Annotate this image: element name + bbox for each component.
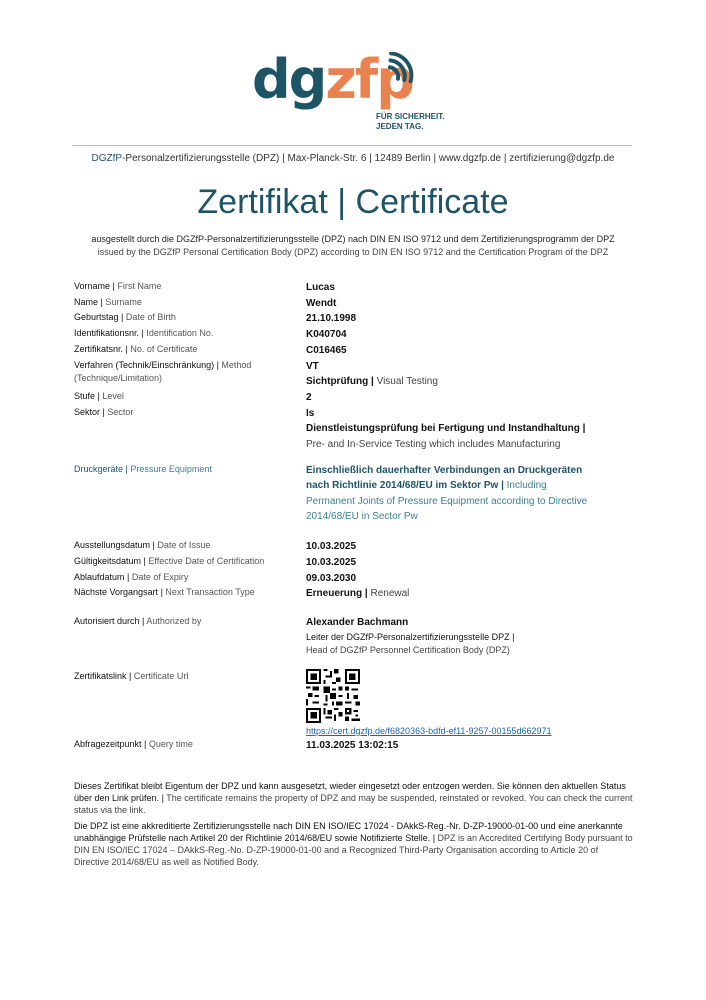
footer-en: The certificate remains the property of DPZ and may be suspended, reinstated or revoked. You can check the current status via the link. (74, 793, 633, 815)
label-en-2: (Technique/Limitation) (74, 373, 163, 383)
value-dob: 21.10.1998 (306, 313, 357, 324)
label-authorized: Autorisiert durch | Authorized by (74, 616, 202, 626)
title-en: Certificate (355, 183, 509, 221)
label-de: Nächste Vorgangsart (74, 587, 159, 597)
logo-tagline (376, 112, 444, 132)
label-de: Name (74, 297, 99, 307)
label-de: Vorname (74, 281, 111, 291)
value-pressure-2: nach Richtlinie 2014/68/EU im Sektor Pw | Including (306, 480, 547, 491)
value-id-no: K040704 (306, 329, 347, 340)
footer-de: Die DPZ ist eine akkreditierte Zertifizierungsstelle nach DIN EN ISO/IEC 17024 - DAkkS-Reg.-Nr. D-ZP-19000-01-00 und eine anerkannte unabhängige Prüfstelle nach Artikel 20 der Richtlinie 2014/68/EU sowie Notifizierte Stelle. (74, 821, 623, 843)
subtitle-en: issued by the DGZfP Personal Certification Body (DPZ) according to DIN EN ISO 9712 and the Certification Program of the DPZ (97, 247, 609, 257)
value-pressure-3 (306, 495, 636, 508)
qr-code-icon[interactable] (306, 669, 360, 723)
footer-property-note: Dieses Zertifikat bleibt Eigentum der DPZ und kann ausgesetzt, wieder eingesetzt oder entzogen werden. Sie können den aktuellen Status über den Link prüfen. | The certificate remains the property of DPZ and may be suspended, reinstated or revoked. You can check the current status via the link. (74, 781, 633, 815)
label-id-no: Identifikationsnr. | Identification No. (74, 328, 214, 338)
label-en: Sector (107, 407, 134, 417)
label-de: Abfragezeitpunkt (74, 739, 142, 749)
label-query-time: Abfragezeitpunkt | Query time (74, 739, 193, 749)
address-text: -Personalzertifizierungsstelle (DPZ) | Max-Planck-Str. 6 | 12489 Berlin | www.dgzfp.de | zertifizierung@dgzfp.de (122, 153, 615, 164)
signal-waves-icon (380, 52, 416, 92)
value-pressure-1: Einschließlich dauerhafter Verbindungen an Druckgeräten (306, 465, 583, 476)
title-de: Zertifikat (197, 183, 328, 221)
label-next-transaction: Nächste Vorgangsart | Next Transaction Type (74, 587, 255, 597)
label-pressure: Druckgeräte | Pressure Equipment (74, 464, 212, 474)
subtitle-de: ausgestellt durch die DGZfP-Personalzertifizierungsstelle (DPZ) nach DIN EN ISO 9712 und dem Zertifizierungsprogramm der DPZ (91, 234, 615, 244)
value-issue-date: 10.03.2025 (306, 541, 357, 552)
value-authorized: Alexander Bachmann (306, 617, 409, 628)
label-en: No. of Certificate (130, 344, 198, 354)
value-expiry-date: 09.03.2030 (306, 573, 357, 584)
value-sector-desc-en (306, 438, 636, 451)
label-de: Gültigkeitsdatum (74, 556, 142, 566)
logo-part-zfp: zfp (325, 48, 413, 111)
label-de: Ausstellungsdatum (74, 540, 151, 550)
value-cert-no: C016465 (306, 345, 347, 356)
label-method: Verfahren (Technik/Einschränkung) | Method (Technique/Limitation) (74, 360, 252, 383)
page-title (0, 180, 706, 224)
label-de: Identifikationsnr. (74, 328, 140, 338)
label-en: Query time (148, 739, 193, 749)
value-en: 2014/68/EU in Sector Pw (306, 511, 418, 522)
label-de: Geburtstag (74, 312, 119, 322)
value-en: Visual Testing (376, 376, 438, 387)
value-method: VT (306, 361, 319, 372)
label-en: Identification No. (146, 328, 214, 338)
label-en: Pressure Equipment (130, 464, 212, 474)
header-address (0, 153, 706, 164)
value-sector: Is (306, 408, 315, 419)
value-level: 2 (306, 392, 312, 403)
label-en: Next Transaction Type (165, 587, 255, 597)
value-authorized-role-de: Leiter der DGZfP-Personalzertifizierungsstelle DPZ | (306, 632, 515, 642)
label-en: First Name (117, 281, 162, 291)
title-separator: | (337, 183, 347, 221)
label-en: Surname (105, 297, 142, 307)
value-first-name: Lucas (306, 282, 335, 293)
label-expiry-date: Ablaufdatum | Date of Expiry (74, 572, 189, 582)
label-de: Sektor (74, 407, 101, 417)
dgzfp-logo (252, 50, 462, 140)
value-en: Including (506, 480, 547, 491)
address-brand: DGZfP (91, 153, 123, 164)
value-effective-date: 10.03.2025 (306, 557, 357, 568)
logo-part-dg: dg (252, 48, 326, 111)
label-de: Zertifikatslink (74, 671, 127, 681)
value-pressure-4 (306, 510, 636, 523)
label-cert-link: Zertifikatslink | Certificate Url (74, 671, 189, 681)
label-en: Level (102, 391, 124, 401)
label-en: Effective Date of Certification (148, 556, 265, 566)
label-sector: Sektor | Sector (74, 407, 134, 417)
label-de: Stufe (74, 391, 96, 401)
value-de: Erneuerung (306, 588, 363, 599)
footer-de: Dieses Zertifikat bleibt Eigentum der DPZ und kann ausgesetzt, wieder eingesetzt oder entzogen werden. Sie können den aktuellen Status über den Link prüfen. (74, 781, 626, 803)
label-en: Authorized by (146, 616, 202, 626)
label-first-name: Vorname | First Name (74, 281, 162, 291)
value-en: Renewal (370, 588, 410, 599)
value-authorized-role-en (306, 644, 636, 657)
value-en: Head of DGZfP Personnel Certification Body (DPZ) (306, 645, 510, 655)
value-de: nach Richtlinie 2014/68/EU im Sektor Pw (306, 480, 499, 491)
tagline-line2: JEDEN TAG. (376, 122, 424, 131)
label-en: Date of Issue (157, 540, 211, 550)
value-query-time: 11.03.2025 13:02:15 (306, 740, 399, 751)
label-effective-date: Gültigkeitsdatum | Effective Date of Certification (74, 556, 265, 566)
tagline-line1: FÜR SICHERHEIT. (376, 112, 445, 121)
value-method-name: Sichtprüfung | Visual Testing (306, 376, 438, 387)
value-next-transaction: Erneuerung | Renewal (306, 588, 410, 599)
label-en: Certificate Url (133, 671, 189, 681)
label-cert-no: Zertifikatsnr. | No. of Certificate (74, 344, 198, 354)
value-en: Pre- and In-Service Testing which includes Manufacturing (306, 439, 561, 450)
footer-accreditation-note: Die DPZ ist eine akkreditierte Zertifizierungsstelle nach DIN EN ISO/IEC 17024 - DAkkS-Reg.-Nr. D-ZP-19000-01-00 und eine anerkannte unabhängige Prüfstelle nach Artikel 20 der Richtlinie 2014/68/EU sowie Notifizierte Stelle. | DPZ is an Accredited Certifying Body pursuant to DIN EN ISO/IEC 17024 – DAkkS-Reg.-No. D-ZP-19000-01-00 and a Recognized Third-Party Organisation according to Article 20 of Directive 2014/68/EU as well as Notified Body. (74, 821, 633, 867)
value-de: Sichtprüfung (306, 376, 369, 387)
label-dob: Geburtstag | Date of Birth (74, 312, 176, 322)
label-de: Druckgeräte (74, 464, 124, 474)
label-en: Method (221, 360, 252, 370)
certificate-url-link[interactable]: https://cert.dgzfp.de/f6820363-bdfd-ef11-9257-00155d662971 (306, 726, 552, 736)
header-divider (72, 145, 632, 146)
label-de: Autorisiert durch (74, 616, 140, 626)
footer-en: DPZ is an Accredited Certifying Body pursuant to DIN EN ISO/IEC 17024 – DAkkS-Reg.-No. D-ZP-19000-01-00 and a Recognized Third-Party Organisation according to Article 20 of Directive 2014/68/EU as well as Notified Body. (74, 833, 633, 867)
label-de: Ablaufdatum (74, 572, 125, 582)
value-surname: Wendt (306, 298, 337, 309)
value-de: Dienstleistungsprüfung bei Fertigung und Instandhaltung (306, 423, 580, 434)
label-de: Zertifikatsnr. (74, 344, 124, 354)
label-en: Date of Expiry (131, 572, 189, 582)
label-de: Verfahren (Technik/Einschränkung) (74, 360, 215, 370)
value-sector-desc: Dienstleistungsprüfung bei Fertigung und Instandhaltung | (306, 423, 586, 434)
label-en: Date of Birth (125, 312, 176, 322)
label-level: Stufe | Level (74, 391, 124, 401)
value-en: Permanent Joints of Pressure Equipment according to Directive (306, 496, 588, 507)
label-issue-date: Ausstellungsdatum | Date of Issue (74, 540, 211, 550)
label-surname: Name | Surname (74, 297, 142, 307)
